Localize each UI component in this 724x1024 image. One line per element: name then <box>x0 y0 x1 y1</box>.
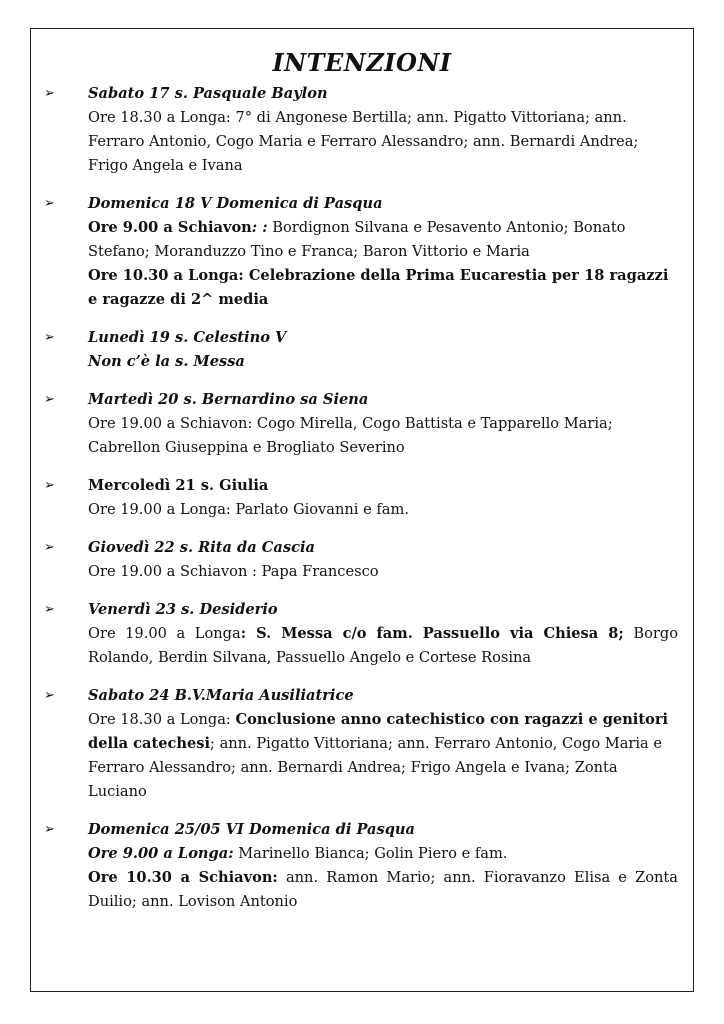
entry-text <box>88 708 678 804</box>
entry-text <box>88 216 678 264</box>
entry-heading: Sabato 24 B.V.Maria Ausiliatrice <box>88 687 354 704</box>
list-item <box>44 82 678 178</box>
list-item <box>44 388 678 460</box>
entry-text-names: ; ann. Pigatto Vittoriana; ann. Ferraro Antonio, Cogo Maria e Ferraro Alessandro; ann. Bernardi Andrea; Frigo Angela e Ivana; Zonta Luciano <box>88 735 663 800</box>
entry-text-names: ann. Ramon Mario; ann. Fioravanzo Elisa e Zonta Duilio; ann. Lovison Antonio <box>88 869 678 910</box>
list-item <box>44 474 678 522</box>
arrow-bullet-icon: ➢ <box>44 688 55 703</box>
entry-text-colon: : : <box>251 219 268 236</box>
entry-text: Ore 18.30 a Longa: 7° di Angonese Bertilla; ann. Pigatto Vittoriana; ann. Ferraro Antonio, Cogo Maria e Ferraro Alessandro; ann. Bernardi Andrea; Frigo Angela e Ivana <box>88 109 639 174</box>
mass-time: Ore 19.00 a Longa <box>88 625 241 642</box>
entry-text <box>88 842 678 866</box>
arrow-bullet-icon: ➢ <box>44 330 55 345</box>
entry-text <box>88 866 678 914</box>
arrow-bullet-icon: ➢ <box>44 478 55 493</box>
entry-text-names: Borgo Rolando, Berdin Silvana, Passuello Angelo e Cortese Rosina <box>88 625 678 666</box>
arrow-bullet-icon: ➢ <box>44 392 55 407</box>
page-title: INTENZIONI <box>272 48 452 77</box>
mass-time: Ore 9.00 a Longa: <box>88 845 234 862</box>
arrow-bullet-icon: ➢ <box>44 602 55 617</box>
arrow-bullet-icon: ➢ <box>44 540 55 555</box>
entry-heading: Martedì 20 s. Bernardino sa Siena <box>88 391 369 408</box>
list-item <box>44 598 678 670</box>
list-item <box>44 536 678 584</box>
list-item <box>44 684 678 804</box>
entry-heading: Domenica 18 V Domenica di Pasqua <box>88 195 383 212</box>
entry-heading: Mercoledì 21 s. Giulia <box>88 477 269 494</box>
entry-text: Ore 19.00 a Longa: Parlato Giovanni e fam. <box>88 501 409 518</box>
entry-heading: Domenica 25/05 VI Domenica di Pasqua <box>88 821 415 838</box>
entry-text-names: Bordignon Silvana e Pesavento Antonio; Bonato Stefano; Moranduzzo Tino e Franca; Baron Vittorio e Maria <box>88 219 626 260</box>
entry-heading: Giovedì 22 s. Rita da Cascia <box>88 539 315 556</box>
arrow-bullet-icon: ➢ <box>44 86 55 101</box>
entry-heading: Venerdì 23 s. Desiderio <box>88 601 278 618</box>
mass-time: Ore 10.30 a Schiavon: <box>88 869 278 886</box>
entry-text-bold: : S. Messa c/o fam. Passuello via Chiesa 8; <box>240 625 624 642</box>
entry-text: Ore 19.00 a Schiavon: Cogo Mirella, Cogo Battista e Tapparello Maria; Cabrellon Giuseppina e Brogliato Severino <box>88 415 613 456</box>
entry-text: Non c’è la s. Messa <box>88 353 245 370</box>
entry-text: Ore 19.00 a Schiavon : Papa Francesco <box>88 563 379 580</box>
list-item <box>44 326 678 374</box>
intentions-list <box>44 82 678 914</box>
list-item <box>44 192 678 312</box>
entry-heading: Sabato 17 s. Pasquale Baylon <box>88 85 328 102</box>
entry-text-names: Marinello Bianca; Golin Piero e fam. <box>233 845 508 862</box>
entry-heading: Lunedì 19 s. Celestino V <box>88 329 287 346</box>
entry-text-bold: Ore 10.30 a Longa: Celebrazione della Prima Eucarestia per 18 ragazzi e ragazze di 2^ media <box>88 267 669 308</box>
mass-time: Ore 9.00 a Schiavon <box>88 219 252 236</box>
list-item <box>44 818 678 914</box>
mass-time: Ore 18.30 a Longa: <box>88 711 236 728</box>
arrow-bullet-icon: ➢ <box>44 822 55 837</box>
arrow-bullet-icon: ➢ <box>44 196 55 211</box>
entry-text <box>88 622 678 670</box>
entry-text-bold: Conclusione anno catechistico con ragazzi e genitori della catechesi <box>88 711 669 752</box>
